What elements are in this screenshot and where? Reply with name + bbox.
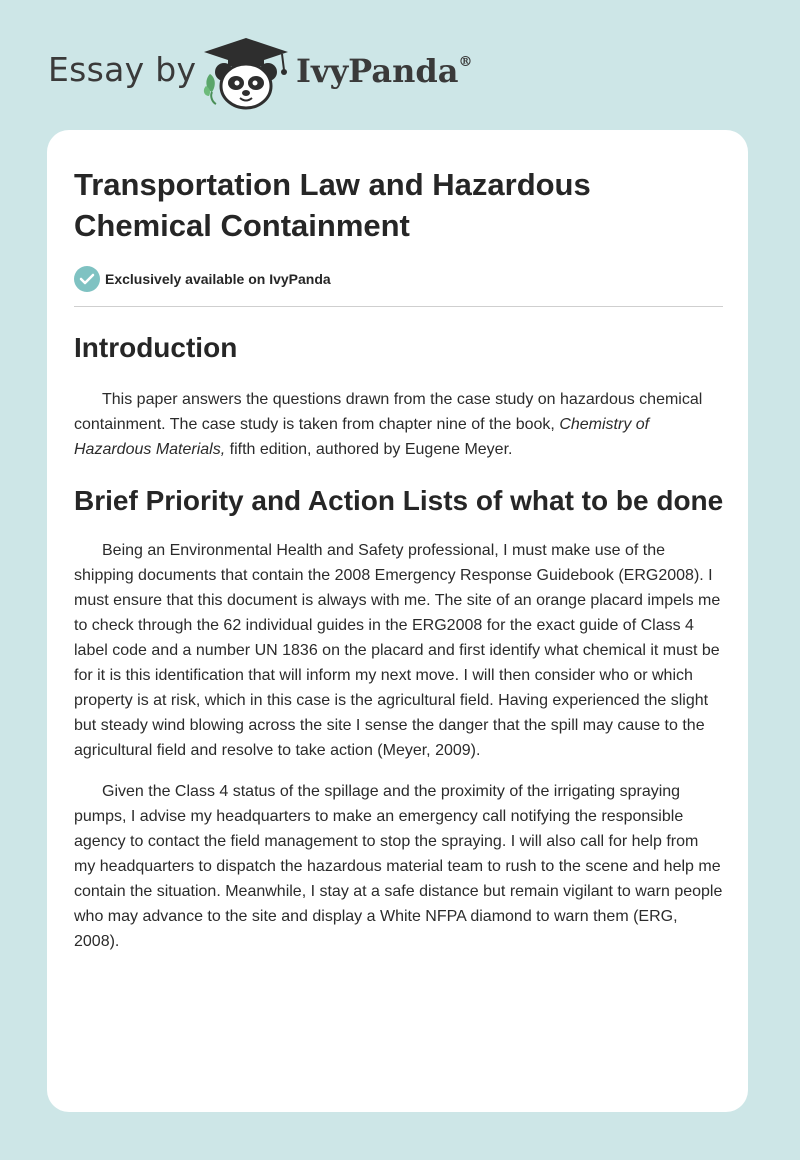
section-heading-introduction: Introduction: [74, 332, 238, 363]
article-title: [74, 164, 724, 246]
badge-text: Exclusively available on IvyPanda: [105, 271, 331, 287]
section-heading-priority-action: Brief Priority and Action Lists of what to be done: [74, 485, 724, 516]
title-line-1: Transportation Law and Hazardous: [74, 167, 591, 202]
title-line-2: Chemical Containment: [74, 208, 410, 243]
book-title: Chemistry of Hazardous Materials,: [74, 416, 650, 458]
exclusive-badge: [74, 266, 724, 292]
article-content: [74, 164, 724, 954]
paragraph: Given the Class 4 status of the spillage and the proximity of the irrigating spraying pumps, I advise my headquarters to make an emergency call notifying the responsible agency to contact the field management to stop the spraying. I will also call for help from my headquarters to dispatch the hazardous material team to rush to the scene and help me contain the situation. Meanwhile, I stay at a safe distance but remain vigilant to warn people who may advance to the site and display a White NFPA diamond to warn them (ERG, 2008).: [74, 783, 723, 950]
registered-mark: ®: [458, 54, 473, 70]
panda-graduate-icon[interactable]: [200, 36, 292, 110]
checkmark-icon: [74, 266, 100, 292]
introduction-paragraph: This paper answers the questions drawn from the case study on hazardous chemical containment. The case study is taken from chapter nine of the book, Chemistry of Hazardous Materials, fifth edition, authored by Eugene Meyer.: [74, 391, 703, 458]
brand-name[interactable]: IvyPanda®: [296, 52, 473, 90]
brand-prefix: Essay by: [48, 50, 197, 89]
paragraph: Being an Environmental Health and Safety professional, I must make use of the shipping documents that contain the 2008 Emergency Response Guidebook (ERG2008). I must ensure that this document is always with me. The site of an orange placard impels me to check through the 62 individual guides in the ERG2008 for the exact guide of Class 4 label code and a number UN 1836 on the placard and first identify what chemical it must be for it is this identification that will inform my next move. I will then consider who or which property is at risk, which in this case is the agricultural field. Having experienced the slight but steady wind blowing across the site I sense the danger that the spill may cause to the agricultural field and resolve to take action (Meyer, 2009).: [74, 542, 721, 759]
article-card: [47, 130, 748, 1112]
divider: [74, 306, 723, 307]
site-header: [0, 0, 800, 130]
